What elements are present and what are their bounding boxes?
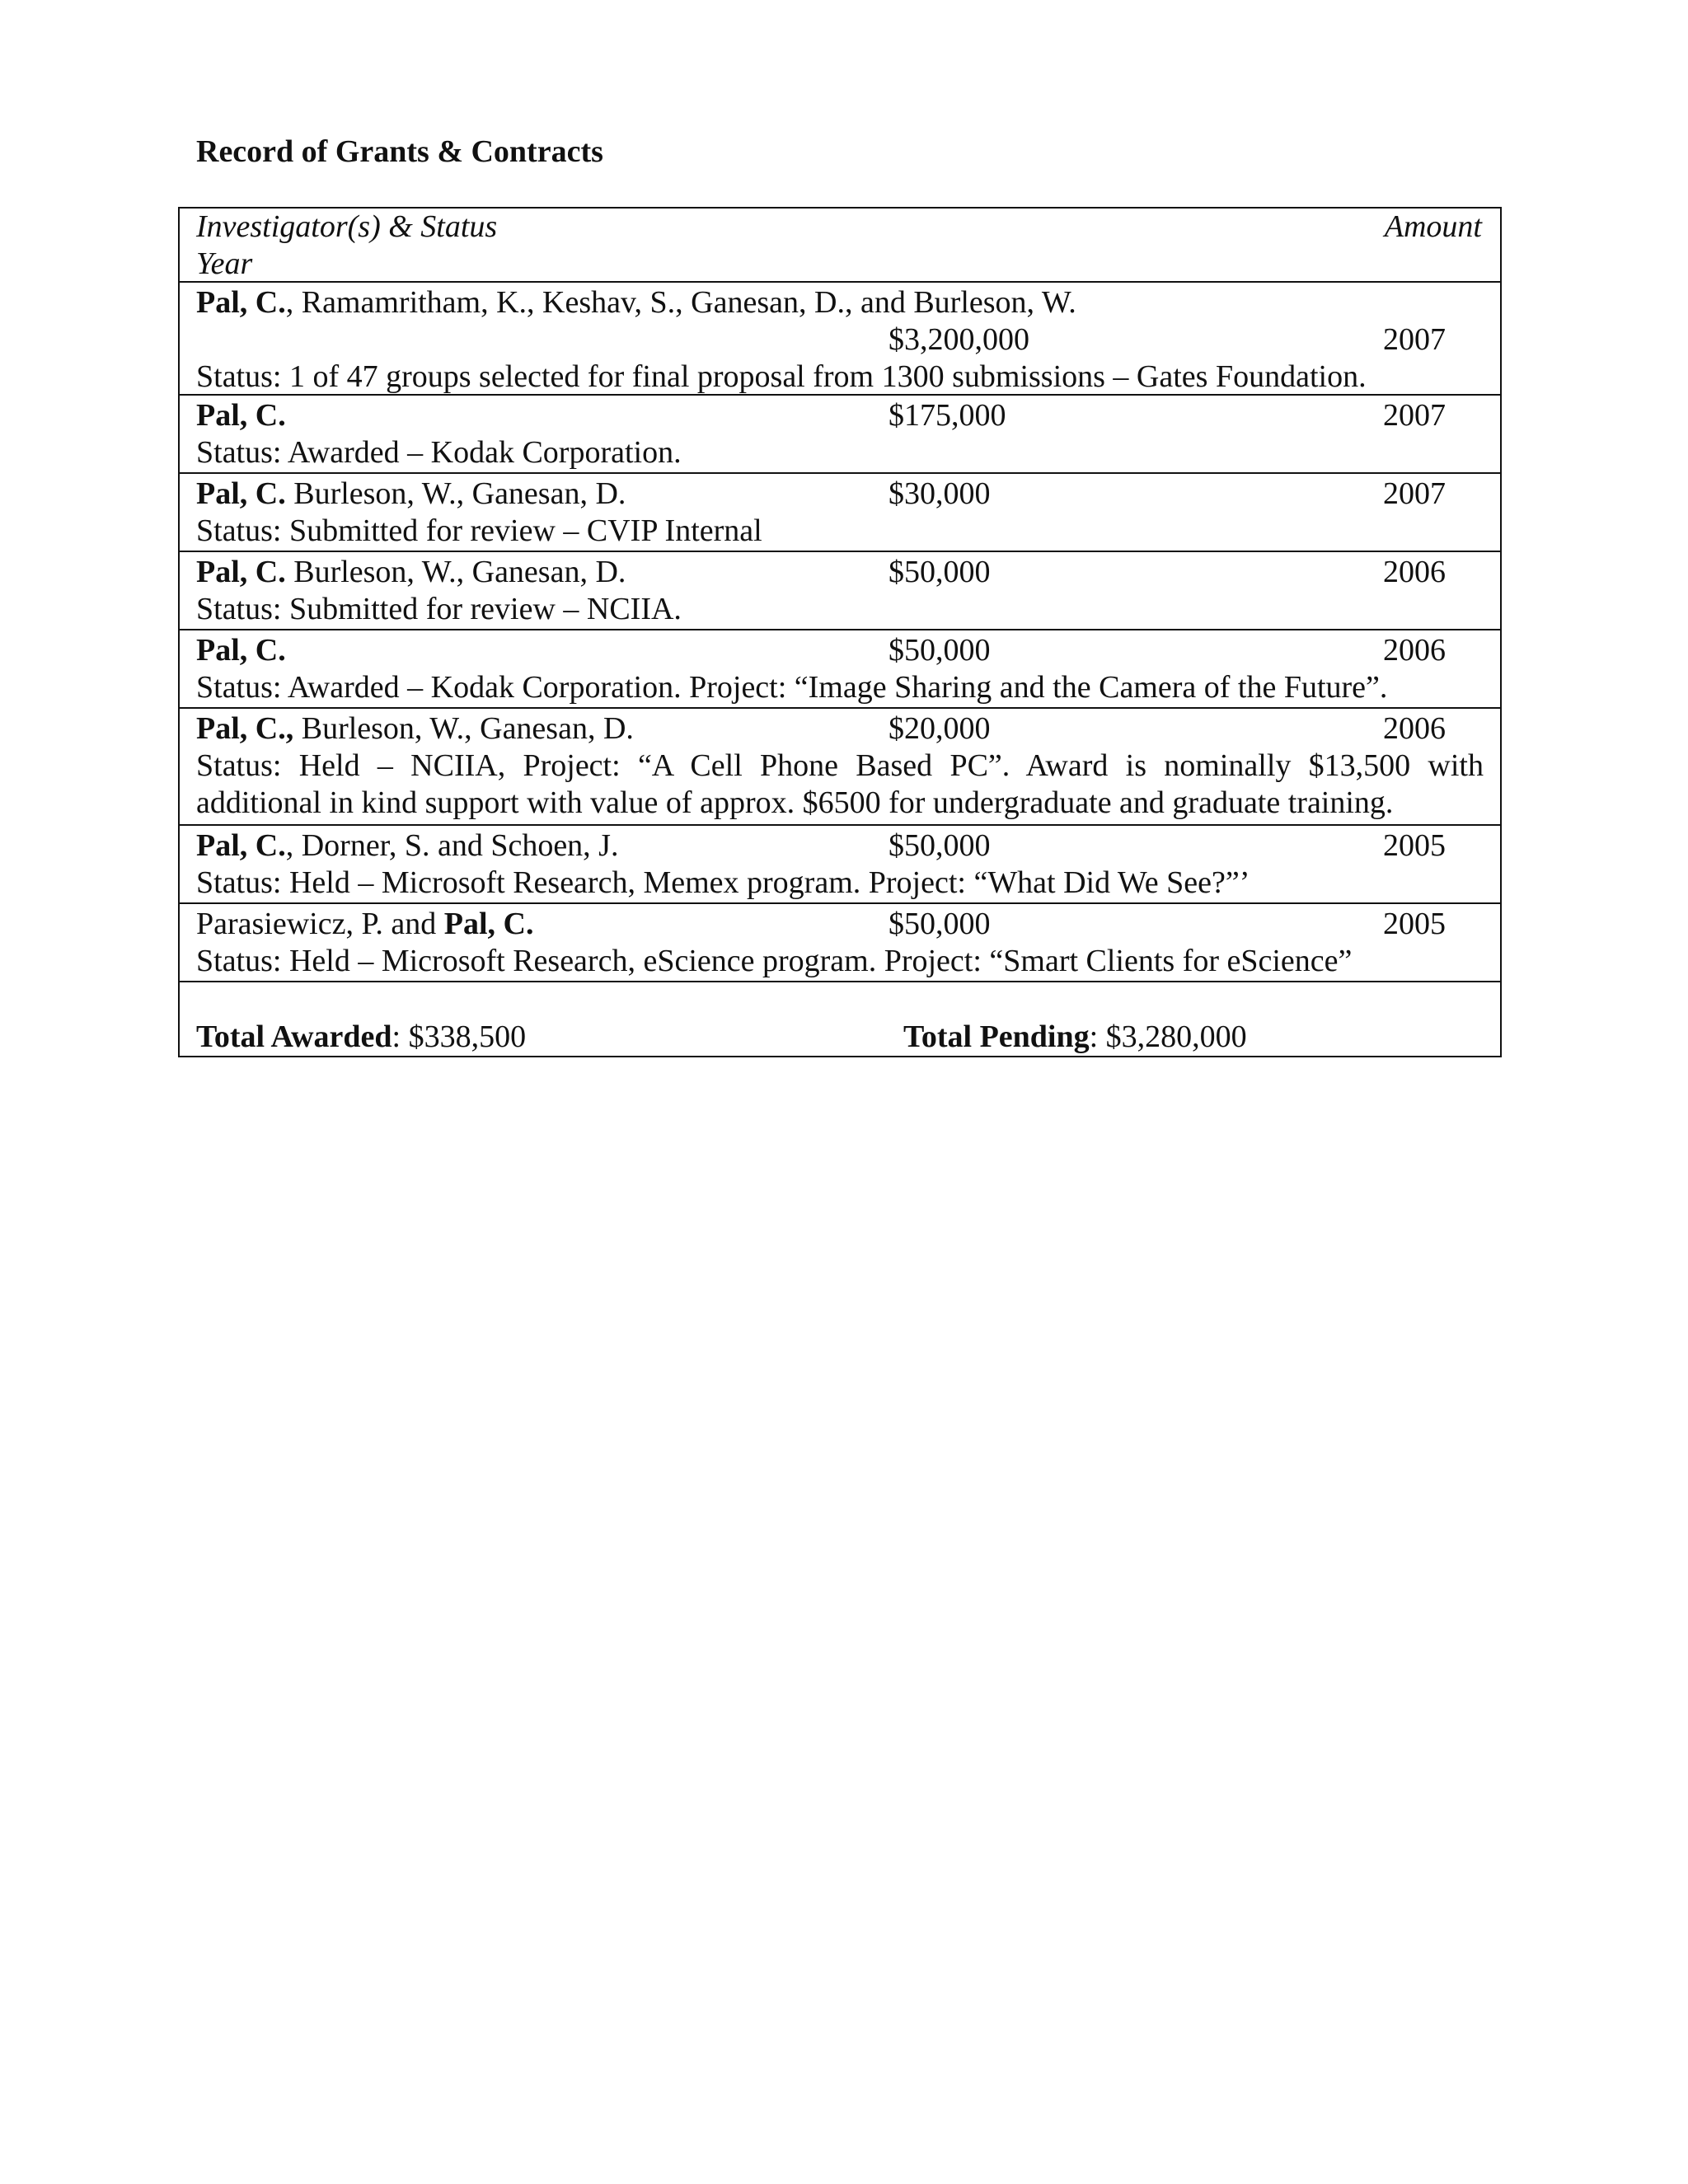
grant-pi: Pal, C.	[443, 907, 534, 941]
grant-investigators	[196, 632, 286, 669]
total-pending-value: : $3,280,000	[1089, 1019, 1247, 1054]
grant-amount: $50,000	[889, 907, 991, 941]
grant-entry	[180, 396, 1500, 474]
grant-entry	[180, 283, 1500, 396]
grant-amount: $50,000	[889, 828, 991, 863]
grant-status: Status: 1 of 47 groups selected for final proposal from 1300 submissions – Gates Foundation.	[196, 359, 1367, 394]
total-awarded-label: Total Awarded	[196, 1019, 392, 1054]
header-amount: Amount	[1384, 209, 1482, 244]
grant-amount: $30,000	[889, 476, 991, 511]
total-awarded-value: : $338,500	[392, 1019, 527, 1054]
grant-status: Status: Held – NCIIA, Project: “A Cell Phone Based PC”. Award is nominally $13,500 with	[196, 748, 1484, 783]
grant-pi: Pal, C.	[196, 398, 286, 433]
grant-pi: Pal, C.	[196, 285, 286, 320]
grant-investigators	[196, 284, 1076, 321]
grant-entry	[180, 630, 1500, 709]
grant-entry	[180, 552, 1500, 630]
grant-co-investigators: Burleson, W., Ganesan, D.	[293, 711, 634, 746]
grant-status: Status: Submitted for review – NCIIA.	[196, 592, 682, 626]
grant-co-investigators: Parasiewicz, P. and	[196, 907, 444, 941]
grant-year: 2007	[1383, 322, 1446, 357]
grant-status: Status: Awarded – Kodak Corporation.	[196, 435, 682, 470]
total-awarded	[196, 1019, 526, 1056]
grant-amount: $20,000	[889, 711, 991, 746]
grant-status: Status: Held – Microsoft Research, eScience program. Project: “Smart Clients for eScience”	[196, 944, 1353, 978]
grant-entry	[180, 709, 1500, 826]
page-title: Record of Grants & Contracts	[196, 134, 603, 169]
grant-pi: Pal, C.	[196, 476, 286, 511]
grant-co-investigators: , Dorner, S. and Schoen, J.	[285, 828, 619, 863]
grant-entry	[180, 826, 1500, 904]
grant-year: 2006	[1383, 633, 1446, 668]
grant-pi: Pal, C.	[196, 828, 286, 863]
grant-pi: Pal, C.	[196, 633, 286, 668]
grant-co-investigators: Burleson, W., Ganesan, D.	[285, 555, 626, 589]
grant-investigators	[196, 906, 533, 943]
grant-year: 2005	[1383, 907, 1446, 941]
grant-investigators	[196, 710, 634, 748]
grant-co-investigators: Burleson, W., Ganesan, D.	[285, 476, 626, 511]
header-investigators: Investigator(s) & Status	[196, 209, 498, 244]
grant-status: Status: Held – Microsoft Research, Memex program. Project: “What Did We See?”’	[196, 865, 1250, 900]
grant-entry	[180, 904, 1500, 982]
grant-co-investigators: , Ramamritham, K., Keshav, S., Ganesan, D., and Burleson, W.	[285, 285, 1076, 320]
grant-year: 2007	[1383, 398, 1446, 433]
grant-status: Status: Submitted for review – CVIP Internal	[196, 513, 762, 548]
table-header	[180, 209, 1500, 283]
grant-entry	[180, 474, 1500, 552]
grant-investigators	[196, 397, 286, 434]
grant-pi: Pal, C.	[196, 555, 286, 589]
grant-year: 2006	[1383, 711, 1446, 746]
total-pending-label: Total Pending	[903, 1019, 1090, 1054]
grants-table	[178, 207, 1502, 1057]
grant-investigators	[196, 827, 618, 865]
grant-amount: $175,000	[889, 398, 1006, 433]
header-year: Year	[196, 246, 253, 281]
grant-year: 2007	[1383, 476, 1446, 511]
grant-status: Status: Awarded – Kodak Corporation. Project: “Image Sharing and the Camera of the Future”.	[196, 670, 1388, 705]
grant-amount: $50,000	[889, 633, 991, 668]
grant-status-continued: additional in kind support with value of approx. $6500 for undergraduate and graduate training.	[196, 785, 1394, 820]
totals-row	[180, 982, 1500, 1056]
grant-pi: Pal, C.,	[196, 711, 294, 746]
grant-amount: $50,000	[889, 555, 991, 589]
grant-year: 2006	[1383, 555, 1446, 589]
grant-amount: $3,200,000	[889, 322, 1029, 357]
grant-investigators	[196, 554, 626, 591]
grant-year: 2005	[1383, 828, 1446, 863]
grant-investigators	[196, 476, 626, 513]
total-pending	[903, 1019, 1247, 1056]
